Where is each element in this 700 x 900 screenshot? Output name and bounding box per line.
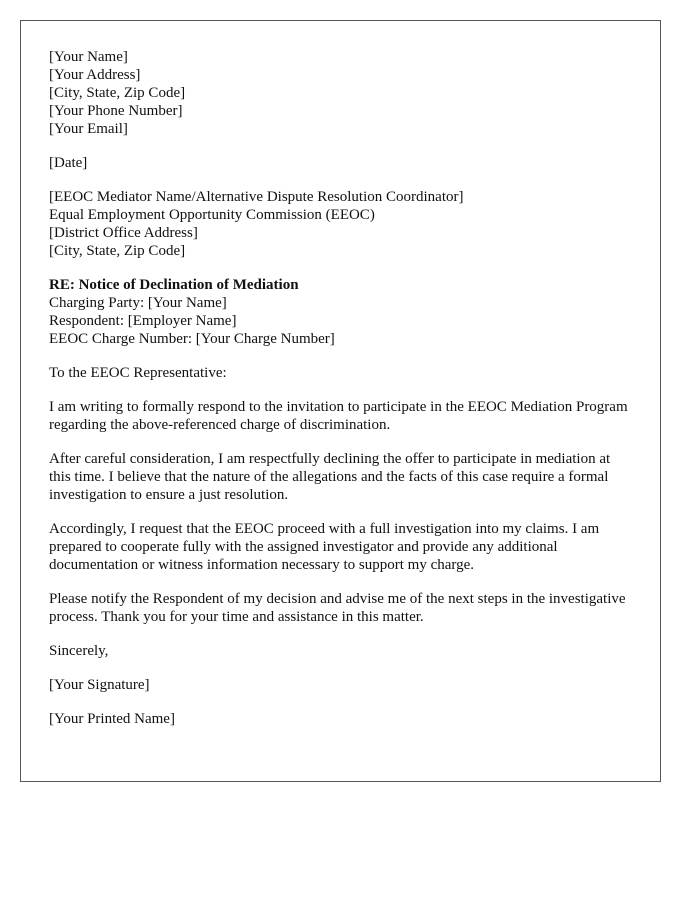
recipient-office: [District Office Address]: [49, 225, 198, 241]
body-paragraph: Please notify the Respondent of my decision and advise me of the next steps in the investigative process. Thank you for your time and assistance in this matter.: [49, 591, 626, 625]
body-paragraph: I am writing to formally respond to the invitation to participate in the EEOC Mediation Program regarding the above-referenced charge of discrimination.: [49, 399, 628, 433]
sender-address-line: [Your Address]: [49, 67, 141, 83]
salutation: To the EEOC Representative:: [49, 365, 227, 381]
subject-block: [49, 276, 632, 348]
charging-party: Charging Party: [Your Name]: [49, 295, 227, 311]
respondent: Respondent: [Employer Name]: [49, 313, 237, 329]
sender-email: [Your Email]: [49, 121, 128, 137]
sender-phone: [Your Phone Number]: [49, 103, 183, 119]
closing: Sincerely,: [49, 643, 109, 659]
body-paragraph: Accordingly, I request that the EEOC proceed with a full investigation into my claims. I am prepared to cooperate fully with the assigned investigator and provide any additional documentation or witness information necessary to support my charge.: [49, 521, 600, 573]
subject-title: RE: Notice of Declination of Mediation: [49, 277, 299, 293]
sender-city: [City, State, Zip Code]: [49, 85, 186, 101]
signature: [Your Signature]: [49, 677, 150, 693]
charge-number: EEOC Charge Number: [Your Charge Number]: [49, 331, 335, 347]
body-paragraph: After careful consideration, I am respectfully declining the offer to participate in mediation at this time. I believe that the nature of the allegations and the facts of this case require a formal investigation to ensure a just resolution.: [49, 451, 611, 503]
recipient-org: Equal Employment Opportunity Commission (EEOC): [49, 207, 375, 223]
letter-document: [20, 20, 661, 782]
recipient-name: [EEOC Mediator Name/Alternative Dispute Resolution Coordinator]: [49, 189, 464, 205]
printed-name: [Your Printed Name]: [49, 711, 175, 727]
sender-address: [49, 48, 632, 138]
recipient-address: [49, 188, 632, 260]
sender-name: [Your Name]: [49, 49, 128, 65]
recipient-city: [City, State, Zip Code]: [49, 243, 186, 259]
letter-date: [Date]: [49, 155, 88, 171]
